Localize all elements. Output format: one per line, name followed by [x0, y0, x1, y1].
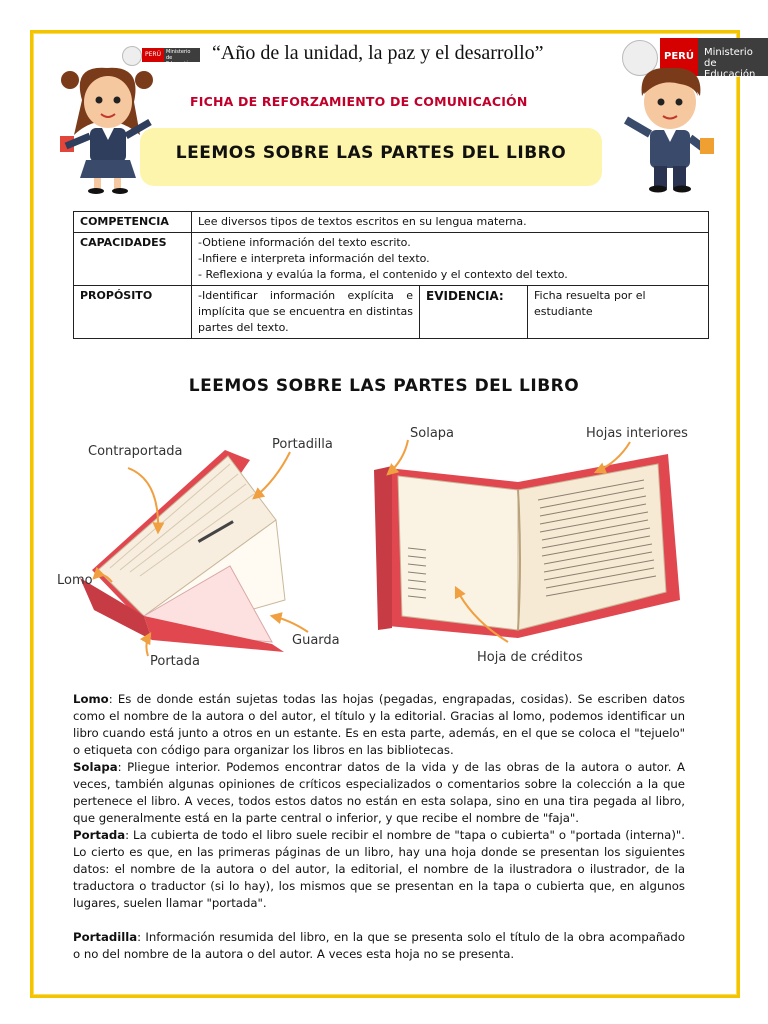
evidencia-value: Ficha resuelta por el estudiante — [528, 286, 709, 339]
label-portadilla: Portadilla — [272, 437, 333, 452]
paragraph-solapa — [73, 759, 685, 827]
portadilla-description: : Información resumida del libro, en la que se presenta solo el título de la obra acompañado o no del nombre de la autora o del autor. A veces esta hoja no se presenta. — [73, 930, 685, 961]
solapa-description: : Pliegue interior. Podemos encontrar datos de la vida y de las obras de la autora o autor. A veces, también algunas opiniones de críticos especializados o comentarios sobre la colección a la que pertenece el libro. A veces, todos estos datos no están en esta solapa, sino en una tira pegada al libro, que generalmente está en la parte central o inferior, y que recibe el nombre de "faja". — [73, 760, 685, 825]
label-hoja-creditos: Hoja de créditos — [477, 650, 583, 665]
paragraph-lomo — [73, 691, 685, 759]
paragraph-portada — [73, 827, 685, 912]
label-hojas-interiores: Hojas interiores — [586, 426, 688, 441]
peru-label: PERÚ — [660, 38, 698, 76]
section-title: LEEMOS SOBRE LAS PARTES DEL LIBRO — [188, 376, 580, 396]
peru-label: PERÚ — [142, 48, 164, 62]
capacidades-label: CAPACIDADES — [74, 233, 192, 286]
competencia-label: COMPETENCIA — [74, 212, 192, 233]
worksheet-title: FICHA DE REFORZAMIENTO DE COMUNICACIÓN — [190, 94, 528, 109]
term-portada: Portada — [73, 828, 126, 842]
banner-title: LEEMOS SOBRE LAS PARTES DEL LIBRO — [175, 143, 567, 163]
boy-student-illustration — [620, 58, 720, 196]
competencia-value: Lee diversos tipos de textos escritos en su lengua materna. — [192, 212, 709, 233]
open-book-diagram — [368, 420, 723, 665]
capacidad-item: -Obtiene información del texto escrito. — [198, 236, 411, 249]
ministry-label: Ministerio de Educación — [164, 48, 200, 62]
explanation-text — [73, 691, 685, 963]
capacidad-item: -Infiere e interpreta información del texto. — [198, 252, 430, 265]
competency-table — [73, 211, 709, 339]
term-portadilla: Portadilla — [73, 930, 138, 944]
lomo-description: : Es de donde están sujetas todas las hojas (pegadas, engrapadas, cosidas). Se escriben datos como el nombre de la autora o del autor, el título y la editorial. Gracias al lomo, podemos identificar un libro cuando está junto a otros en un estante. Es en esta parte, además, en el que se coloca el "tejuelo" o etiqueta con código para organizar los libros en las bibliotecas. — [73, 692, 685, 757]
term-solapa: Solapa — [73, 760, 118, 774]
ministry-label: Ministerio de Educación — [698, 38, 768, 76]
year-motto: “Año de la unidad, la paz y el desarrollo” — [212, 42, 544, 64]
portada-description: : La cubierta de todo el libro suele recibir el nombre de "tapa o cubierta" o "portada (interna)". Lo cierto es que, en las primeras páginas de un libro, hay una hoja donde se presentan los siguientes datos: el nombre de la autora o del autor, la editorial, el nombre de la ilustradora o ilustrador, de la traductora o traductor (si lo hay), los mismos que se presentan en la tapa o cubierta que, en algunos lugares, suelen llamar "portada". — [73, 828, 685, 910]
proposito-value: -Identificar información explícita e implícita que se encuentra en distintas partes del texto. — [192, 286, 420, 339]
label-portada: Portada — [150, 654, 200, 669]
capacidad-item: - Reflexiona y evalúa la forma, el contenido y el contexto del texto. — [198, 268, 568, 281]
label-guarda: Guarda — [292, 633, 340, 648]
capacidades-value — [192, 233, 709, 286]
proposito-label: PROPÓSITO — [74, 286, 192, 339]
label-lomo: Lomo — [57, 573, 93, 588]
label-solapa: Solapa — [410, 426, 455, 441]
paragraph-portadilla — [73, 929, 685, 963]
label-contraportada: Contraportada — [88, 444, 183, 459]
term-lomo: Lomo — [73, 692, 109, 706]
evidencia-label: EVIDENCIA: — [420, 286, 528, 339]
